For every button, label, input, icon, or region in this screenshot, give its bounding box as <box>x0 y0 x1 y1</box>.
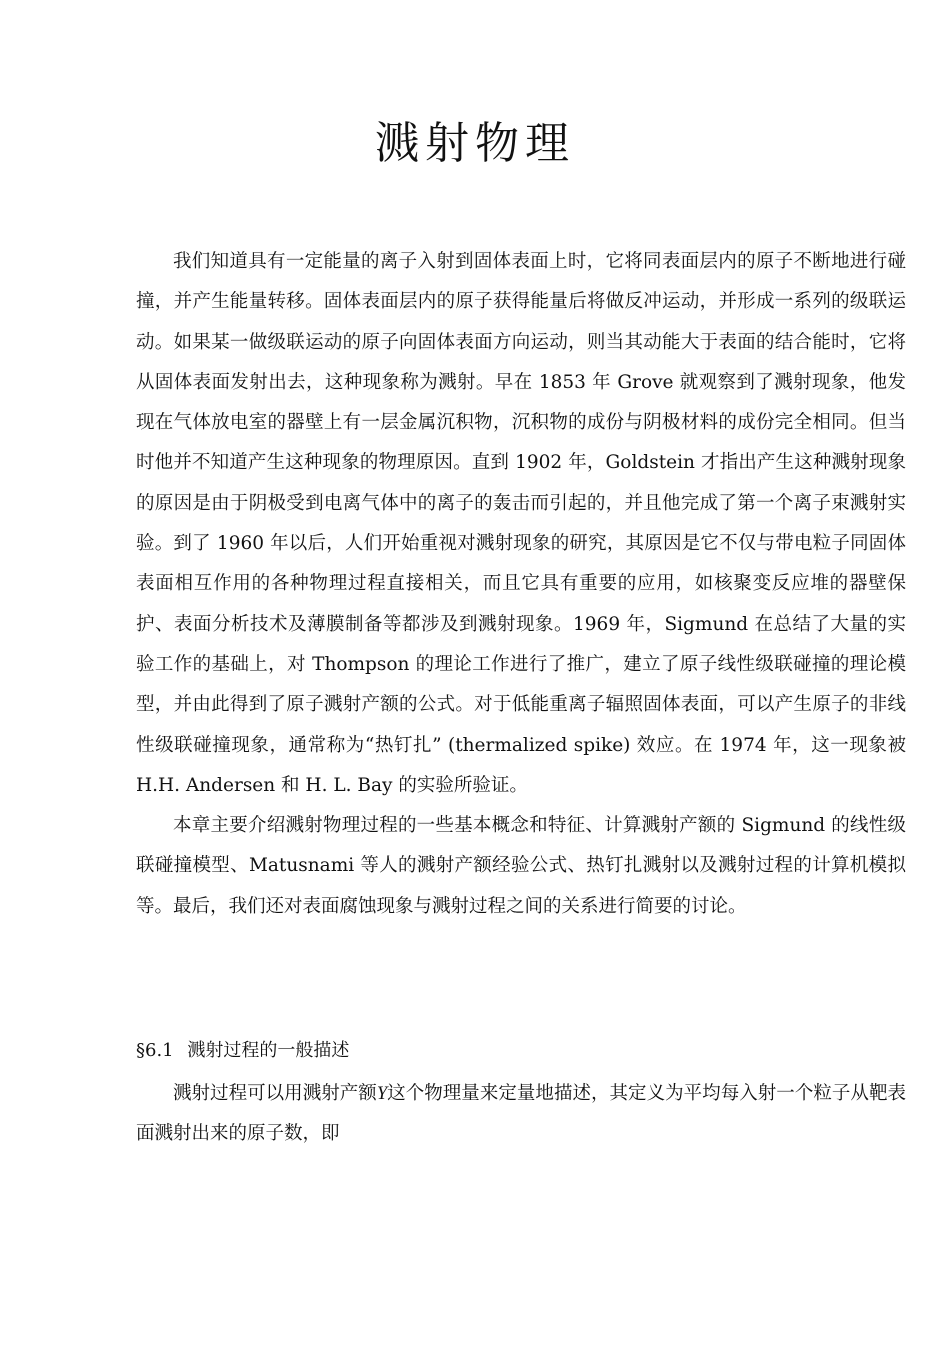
document-title: 溅射物理 <box>375 118 575 169</box>
paragraph-1: 我们知道具有一定能量的离子入射到固体表面上时，它将同表面层内的原子不断地进行碰撞，并产生能量转移。固体表面层内的原子获得能量后将做反冲运动，并形成一系列的级联运动。如果某一做级联运动的原子向固体表面方向运动，则当其动能大于表面的结合能时，它将从固体表面发射出去，这种现象称为溅射。早在 1853 年 Grove 就观察到了溅射现象，他发现在气体放电室的器壁上有一层金属沉积物，沉积物的成份与阴极材料的成份完全相同。但当时他并不知道产生这种现象的物理原因。直到 1902 年，Goldstein 才指出产生这种溅射现象的原因是由于阴极受到电离气体中的离子的轰击而引起的，并且他完成了第一个离子束溅射实验。到了 1960 年以后，人们开始重视对溅射现象的研究，其原因是它不仅与带电粒子同固体表面相互作用的各种物理过程直接相关，而且它具有重要的应用，如核聚变反应堆的器壁保护、表面分析技术及薄膜制备等都涉及到溅射现象。1969 年，Sigmund 在总结了大量的实验工作的基础上，对 Thompson 的理论工作进行了推广，建立了原子线性级联碰撞的理论模型，并由此得到了原子溅射产额的公式。对于低能重离子辐照固体表面，可以产生原子的非线性级联碰撞现象，通常称为“热钉扎” (thermalized spike) 效应。在 1974 年，这一现象被 H.H. Andersen 和 H. L. Bay 的实验所验证。 <box>136 251 906 796</box>
paragraph-3-after: 这个物理量来定量地描述，其定义为平均每入射一个粒子从靶表面溅射出来的原子数，即 <box>136 1083 906 1145</box>
section-text <box>136 1074 906 1155</box>
intro-text <box>136 242 906 927</box>
paragraph-3 <box>136 1074 906 1155</box>
section-title: 溅射过程的一般描述 <box>187 1040 350 1061</box>
yield-variable: Y <box>376 1084 388 1104</box>
paragraph-2: 本章主要介绍溅射物理过程的一些基本概念和特征、计算溅射产额的 Sigmund 的线性级联碰撞模型、Matusnami 等人的溅射产额经验公式、热钉扎溅射以及溅射过程的计算机模拟等。最后，我们还对表面腐蚀现象与溅射过程之间的关系进行简要的讨论。 <box>136 815 906 917</box>
section-number: §6.1 <box>136 1040 174 1061</box>
section-heading <box>136 1034 349 1068</box>
paragraph-3-before: 溅射过程可以用溅射产额 <box>173 1083 377 1104</box>
